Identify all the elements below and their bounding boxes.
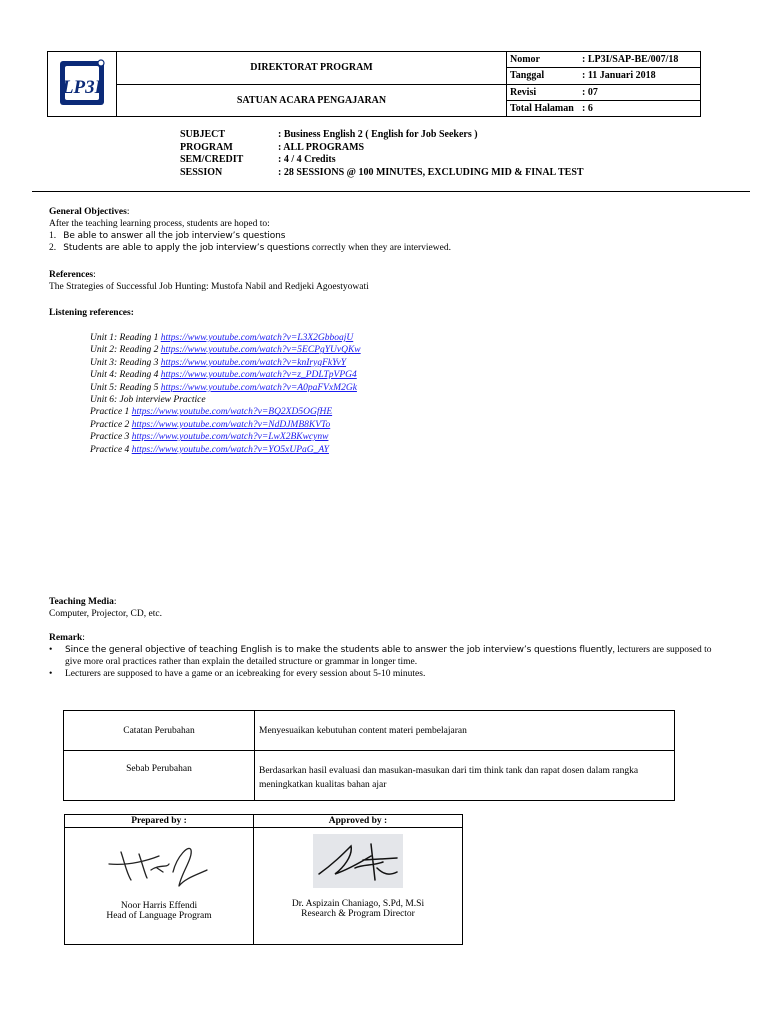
media-text: Computer, Projector, CD, etc. (49, 609, 162, 619)
listening-item: Unit 3: Reading 3 https://www.youtube.com/watch?v=knIrygFkYvY (90, 357, 347, 368)
course-program: PROGRAM : ALL PROGRAMS (180, 141, 365, 153)
references-heading: References (49, 270, 94, 280)
listening-link[interactable]: https://www.youtube.com/watch?v=NdDJMB8KVTo (131, 419, 331, 430)
listening-link[interactable]: https://www.youtube.com/watch?v=5ECPgYUvQKw (160, 345, 361, 356)
listening-heading: Listening references: (49, 308, 134, 318)
prepared-name: Noor Harris Effendi (120, 901, 198, 911)
remark: Remark: • Since the general objective of teaching English is to make the students able to answer the job interview’s questions fluently, lecturers are supposed to give more oral practices rather than explain the detailed structure or grammar in longer time. • Lecturers are supposed to have a game or an icebreaking for every session about 5-10 minutes. (49, 632, 729, 680)
listening-link[interactable]: https://www.youtube.com/watch?v=BQ2XD5OGfHE (131, 407, 333, 418)
references-text: The Strategies of Successful Job Hunting: Mustofa Nabil and Redjeki Agoestyowati (49, 282, 369, 292)
remark-item: • Since the general objective of teaching English is to make the students able to answer the job interview’s questions fluently, lecturers are supposed to give more oral practices rather than explain the detailed structure or grammar in longer time. (49, 645, 712, 667)
meta-nomor: Nomor : LP3I/SAP-BE/007/18 (507, 52, 701, 68)
approved-title: Research & Program Director (301, 909, 415, 919)
divider (32, 191, 750, 192)
change-table (63, 710, 675, 801)
listening-item: Practice 1 https://www.youtube.com/watch?v=BQ2XD5OGfHE (90, 407, 333, 418)
listening-link[interactable]: https://www.youtube.com/watch?v=A0paFVxM2Gk (160, 382, 357, 393)
listening-item: Unit 2: Reading 2 https://www.youtube.com/watch?v=5ECPgYUvQKw (90, 345, 361, 356)
remark-item: • Lecturers are supposed to have a game or an icebreaking for every session about 5-10 minutes. (49, 669, 426, 679)
approval-table (64, 814, 463, 945)
listening-item: Practice 3 https://www.youtube.com/watch?v=LwX2BKwcynw (90, 432, 329, 443)
listening-link[interactable]: https://www.youtube.com/watch?v=L3X2GbboajU (160, 333, 354, 343)
listening-item: Practice 2 https://www.youtube.com/watch?v=NdDJMB8KVTo (90, 419, 331, 430)
teaching-media: Teaching Media: Computer, Projector, CD, etc. (49, 597, 162, 619)
approved-cell (254, 828, 463, 945)
listening-item: Practice 4 https://www.youtube.com/watch?v=YO5xUPaG_AY (90, 444, 329, 455)
change-value: Berdasarkan hasil evaluasi dan masukan-masukan dari tim think tank dan rapat dosen dalam rangka meningkatkan kualitas bahan ajar (255, 751, 675, 801)
references: References: The Strategies of Successful Job Hunting: Mustofa Nabil and Redjeki Agoestyowati (49, 270, 369, 292)
remark-heading: Remark (49, 633, 83, 643)
meta-tanggal: Tanggal : 11 Januari 2018 (507, 68, 701, 84)
media-heading: Teaching Media (49, 597, 114, 607)
listening-item: Unit 4: Reading 4 https://www.youtube.com/watch?v=z_PDLTpVPG4 (90, 370, 357, 381)
approved-heading: Approved by : (254, 815, 463, 828)
change-value: Menyesuaikan kebutuhan content materi pembelajaran (255, 711, 675, 751)
header-subtitle: SATUAN ACARA PENGAJARAN (117, 84, 507, 117)
listening-link[interactable]: https://www.youtube.com/watch?v=YO5xUPaG_AY (131, 444, 329, 455)
prepared-heading: Prepared by : (65, 815, 254, 828)
svg-text:LP3I: LP3I (61, 76, 103, 98)
listening-link[interactable]: https://www.youtube.com/watch?v=z_PDLTpVPG4 (160, 370, 357, 381)
course-info (180, 129, 584, 179)
listening-item: Unit 6: Job interview Practice (90, 395, 206, 406)
course-subject: SUBJECT : Business English 2 ( English for Job Seekers ) (180, 129, 478, 140)
listening-item: Unit 1: Reading 1 https://www.youtube.com/watch?v=L3X2GbboajU (90, 333, 354, 343)
approved-name: Dr. Aspizain Chaniago, S.Pd, M.Si (291, 899, 425, 909)
listening-link[interactable]: https://www.youtube.com/watch?v=knIrygFkYvY (160, 357, 347, 368)
header-title: DIREKTORAT PROGRAM (117, 52, 507, 85)
objective-item: 1. Be able to answer all the job interview’s questions (49, 231, 286, 241)
prepared-signature (99, 834, 219, 894)
course-session: SESSION : 28 SESSIONS @ 100 MINUTES, EXCLUDING MID & FINAL TEST (180, 166, 584, 178)
lp3i-logo (56, 56, 108, 110)
objectives-heading: General Objectives (49, 207, 127, 217)
change-label: Catatan Perubahan (64, 711, 255, 751)
logo-cell (48, 52, 117, 117)
objective-item: 2. Students are able to apply the job interview’s questions correctly when they are interviewed. (49, 243, 451, 253)
document-header (47, 51, 701, 117)
general-objectives: General Objectives: After the teaching learning process, students are hoped to: 1. Be able to answer all the job interview’s questions 2. Students are able to apply the job interview’s questions correctly when they are interviewed. (49, 207, 451, 253)
meta-total-halaman: Total Halaman : 6 (507, 100, 701, 116)
listening-link[interactable]: https://www.youtube.com/watch?v=LwX2BKwcynw (131, 432, 329, 443)
listening-item: Unit 5: Reading 5 https://www.youtube.com/watch?v=A0paFVxM2Gk (90, 382, 357, 393)
prepared-cell (65, 828, 254, 945)
listening-list (90, 332, 361, 456)
change-label: Sebab Perubahan (64, 751, 255, 801)
approved-signature (313, 834, 403, 888)
meta-revisi: Revisi : 07 (507, 84, 701, 100)
course-sem-credit: SEM/CREDIT : 4 / 4 Credits (180, 154, 336, 166)
objectives-intro: After the teaching learning process, students are hoped to: (49, 219, 270, 229)
prepared-title: Head of Language Program (106, 911, 212, 921)
